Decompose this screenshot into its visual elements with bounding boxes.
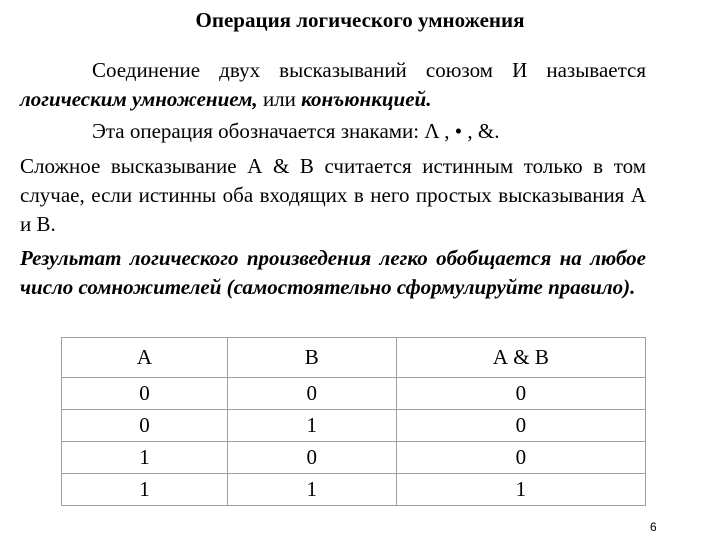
table-cell: 0: [396, 442, 645, 474]
table-row: [62, 410, 646, 442]
table-row: [62, 442, 646, 474]
generalization-paragraph: Результат логического произведения легко обобщается на любое число сомножителей (самостоятельно сформулируйте правило).: [20, 246, 646, 299]
table-cell: 0: [396, 378, 645, 410]
page-title: Операция логического умножения: [195, 8, 525, 32]
truth-table: [61, 337, 646, 506]
table-cell: 1: [62, 442, 228, 474]
term-conjunction: конъюнкцией.: [301, 87, 432, 111]
definition-text-1: Соединение двух высказываний союзом И называется: [92, 58, 646, 82]
table-cell: 1: [227, 410, 396, 442]
table-cell: 0: [227, 378, 396, 410]
notation-text: Эта операция обозначается знаками: Λ , • , &.: [92, 119, 500, 143]
definition-paragraph: [20, 56, 646, 114]
table-cell: 0: [227, 442, 396, 474]
header-a-and-b: А & В: [396, 338, 645, 378]
table-cell: 1: [62, 474, 228, 506]
table-cell: 0: [62, 378, 228, 410]
header-a: А: [62, 338, 228, 378]
table-row: [62, 378, 646, 410]
truth-condition-paragraph: Сложное высказывание А & В считается истинным только в том случае, если истинны оба входящих в него простых высказывания А и В.: [20, 154, 646, 236]
term-logical-multiplication: логическим умножением,: [20, 87, 258, 111]
table-cell: 0: [62, 410, 228, 442]
page-number: 6: [650, 520, 657, 534]
notation-paragraph: [20, 117, 646, 146]
definition-text-2: или: [257, 87, 302, 111]
table-row: [62, 474, 646, 506]
table-header-row: [62, 338, 646, 378]
header-b: В: [227, 338, 396, 378]
table-cell: 0: [396, 410, 645, 442]
table-cell: 1: [227, 474, 396, 506]
table-cell: 1: [396, 474, 645, 506]
